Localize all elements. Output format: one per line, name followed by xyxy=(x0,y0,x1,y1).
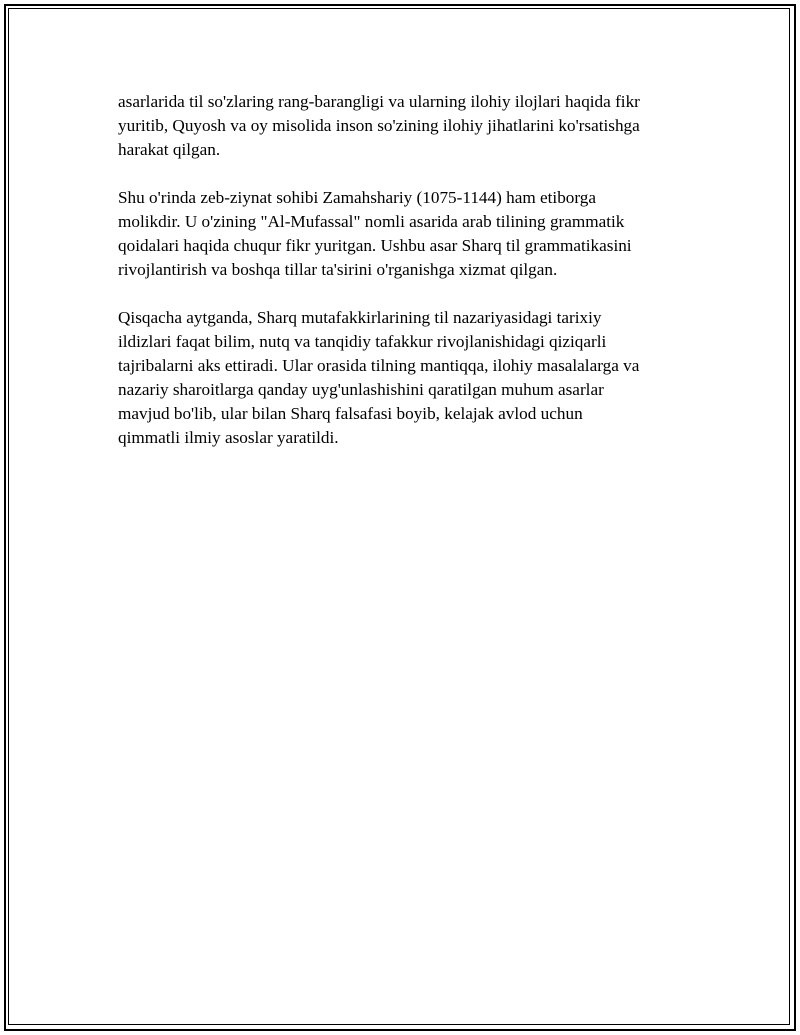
document-body xyxy=(118,90,698,474)
paragraph-1: asarlarida til so'zlaring rang-barangligi va ularning ilohiy ilojlari haqida fikr yuritib, Quyosh va oy misolida inson so'zining ilohiy jihatlarini ko'rsatishga harakat qilgan. xyxy=(118,92,640,159)
paragraph-2: Shu o'rinda zeb-ziynat sohibi Zamahshariy (1075-1144) ham etiborga molikdir. U o'zining "Al-Mufassal" nomli asarida arab tilining grammatik qoidalari haqida chuqur fikr yuritgan. Ushbu asar Sharq til grammatikasini rivojlantirish va boshqa tillar ta'sirini o'rganishga xizmat qilgan. xyxy=(118,188,632,279)
paragraph-3: Qisqacha aytganda, Sharq mutafakkirlarining til nazariyasidagi tarixiy ildizlari faqat bilim, nutq va tanqidiy tafakkur rivojlanishidagi qiziqarli tajribalarni aks ettiradi. Ular orasida tilning mantiqqa, ilohiy masalalarga va nazariy sharoitlarga qanday uyg'unlashishini qaratilgan muhum asarlar mavjud bo'lib, ular bilan Sharq falsafasi boyib, kelajak avlod uchun qimmatli ilmiy asoslar yaratildi. xyxy=(118,308,640,447)
